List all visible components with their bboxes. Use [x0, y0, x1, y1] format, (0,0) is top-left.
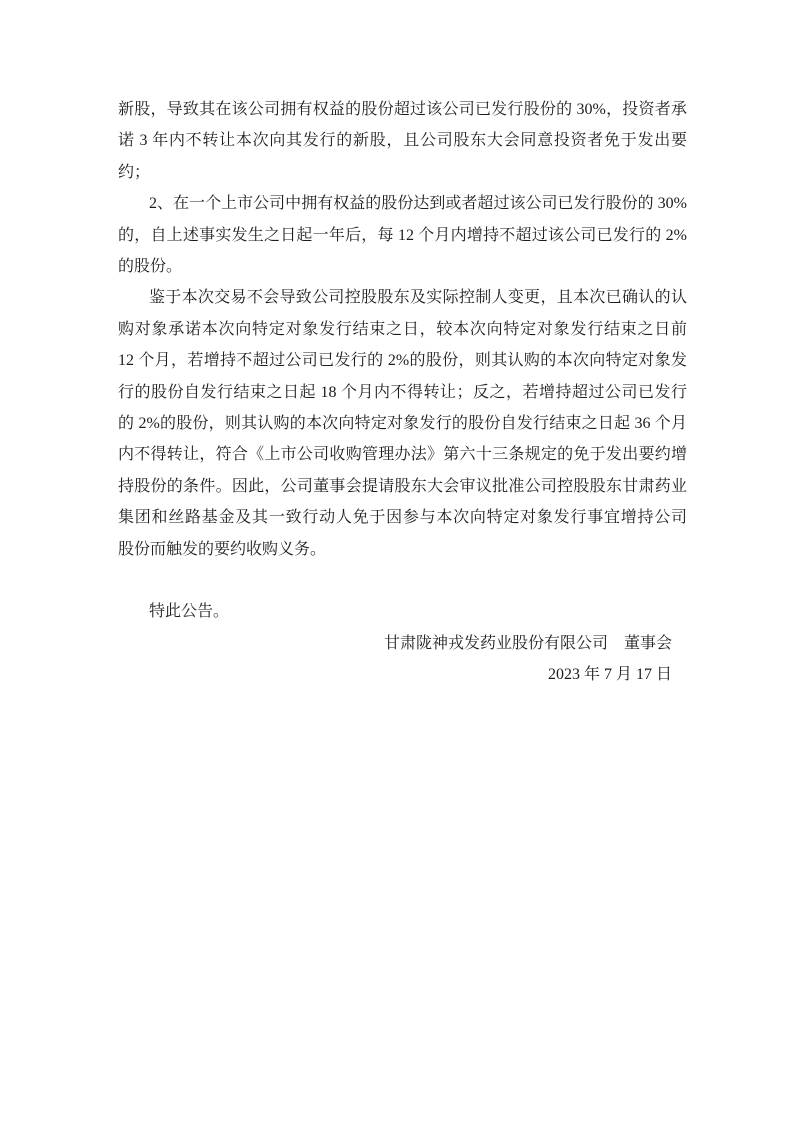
text-line: 持股份的条件。因此，公司董事会提请股东大会审议批准公司控股股东甘肃药业 — [118, 477, 687, 495]
text-line: 的股份。 — [118, 258, 183, 276]
text-line: 2、在一个上市公司中拥有权益的股份达到或者超过该公司已发行股份的 30% — [149, 195, 687, 213]
text-line: 新股，导致其在该公司拥有权益的股份超过该公司已发行股份的 30%，投资者承 — [118, 101, 687, 118]
text-line: 的，自上述事实发生之日起一年后，每 12 个月内增持不超过该公司已发行的 2% — [118, 226, 687, 244]
blank-line — [118, 565, 687, 596]
text-line: 购对象承诺本次向特定对象发行结束之日，较本次向特定对象发行结束之日前 — [118, 320, 687, 338]
text-line: 内不得转让，符合《上市公司收购管理办法》第六十三条规定的免于发出要约增 — [118, 446, 687, 464]
text-line: 诺 3 年内不转让本次向其发行的新股，且公司股东大会同意投资者免于发出要 — [118, 132, 687, 150]
text-line: 约； — [118, 163, 151, 181]
text-line: 的 2%的股份，则其认购的本次向特定对象发行的股份自发行结束之日起 36 个月 — [118, 415, 687, 433]
signature-company: 甘肃陇神戎发药业股份有限公司 董事会 — [383, 634, 672, 652]
text-line: 股份而触发的要约收购义务。 — [118, 540, 327, 558]
closing-line: 特此公告。 — [149, 603, 230, 621]
text-line: 12 个月，若增持不超过公司已发行的 2%的股份，则其认购的本次向特定对象发 — [118, 352, 687, 370]
text-line: 行的股份自发行结束之日起 18 个月内不得转让；反之，若增持超过公司已发行 — [118, 383, 687, 401]
text-line: 鉴于本次交易不会导致公司控股股东及实际控制人变更，且本次已确认的认 — [149, 289, 687, 307]
text-line: 集团和丝路基金及其一致行动人免于因参与本次向特定对象发行事宜增持公司 — [118, 509, 687, 527]
announcement-text-block — [118, 94, 687, 691]
signature-date: 2023 年 7 月 17 日 — [547, 666, 672, 684]
